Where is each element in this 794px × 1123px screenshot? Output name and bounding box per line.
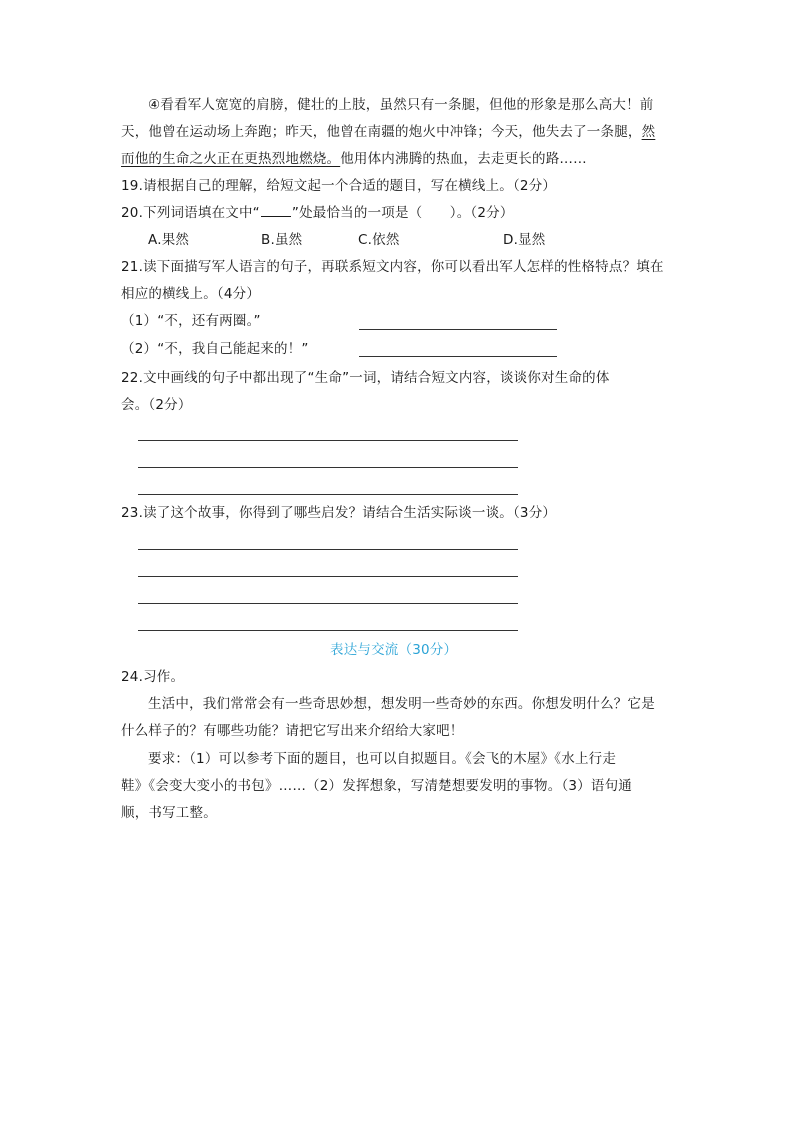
answer-line-22-2[interactable] xyxy=(138,467,518,468)
fill-in-blank xyxy=(261,204,291,217)
option-c[interactable]: C.依然 xyxy=(358,232,400,248)
requirements-line-1: 要求：（1）可以参考下面的题目，也可以自拟题目。《会飞的木屋》《水上行走 xyxy=(148,751,617,767)
question-24-title: 24.习作。 xyxy=(121,669,185,685)
answer-line-21-2[interactable] xyxy=(359,356,557,357)
question-20 xyxy=(121,204,514,222)
answer-line-23-3[interactable] xyxy=(138,603,518,604)
option-d[interactable]: D.显然 xyxy=(503,232,546,248)
question-21-line-2: 相应的横线上。（4分） xyxy=(121,286,261,302)
question-21-item-2: （2）“不，我自己能起来的！” xyxy=(121,341,309,357)
prompt-line-1: 生活中，我们常常会有一些奇思妙想，想发明一些奇妙的东西。你想发明什么？它是 xyxy=(148,696,655,712)
passage-line-2-text: 天，他曾在运动场上奔跑；昨天，他曾在南疆的炮火中冲锋；今天，他失去了一条腿， xyxy=(121,124,642,140)
question-20-text-a: 20.下列词语填在文中“ xyxy=(121,205,260,221)
passage-line-1: ④看看军人宽宽的肩膀，健壮的上肢，虽然只有一条腿，但他的形象是那么高大！前 xyxy=(148,97,654,113)
requirements-line-3: 顺，书写工整。 xyxy=(121,805,217,821)
question-22-line-2: 会。（2分） xyxy=(121,397,192,413)
prompt-line-2: 什么样子的？有哪些功能？请把它写出来介绍给大家吧！ xyxy=(121,723,464,739)
question-20-text-b: ”处最恰当的一项是（ ）。（2分） xyxy=(291,205,514,221)
option-a[interactable]: A.果然 xyxy=(148,232,190,248)
passage-line-3-text: 他用体内沸腾的热血，去走更长的路…… xyxy=(340,151,587,167)
question-22-line-1: 22.文中画线的句子中都出现了“生命”一词，请结合短文内容，谈谈你对生命的体 xyxy=(121,370,610,386)
passage-line-2 xyxy=(121,123,655,141)
option-b[interactable]: B.虽然 xyxy=(261,232,303,248)
answer-line-22-1[interactable] xyxy=(138,440,518,441)
answer-line-23-4[interactable] xyxy=(138,630,518,631)
answer-line-23-2[interactable] xyxy=(138,576,518,577)
question-19: 19.请根据自己的理解，给短文起一个合适的题目，写在横线上。（2分） xyxy=(121,178,557,194)
passage-line-3 xyxy=(121,150,587,168)
answer-line-21-1[interactable] xyxy=(359,329,557,330)
requirements-line-2: 鞋》《会变大变小的书包》……（2）发挥想象，写清楚想要发明的事物。（3）语句通 xyxy=(121,778,632,794)
underlined-sentence-start: 然 xyxy=(641,124,656,140)
answer-line-22-3[interactable] xyxy=(138,494,518,495)
question-23: 23.读了这个故事，你得到了哪些启发？请结合生活实际谈一谈。（3分） xyxy=(121,505,557,521)
question-21-item-1: （1）“不，还有两圈。” xyxy=(121,313,261,329)
answer-line-23-1[interactable] xyxy=(138,549,518,550)
section-title: 表达与交流（30分） xyxy=(330,642,458,658)
question-21-line-1: 21.读下面描写军人语言的句子，再联系短文内容，你可以看出军人怎样的性格特点？填在 xyxy=(121,259,664,275)
underlined-sentence: 而他的生命之火正在更热烈地燃烧。 xyxy=(121,151,341,167)
